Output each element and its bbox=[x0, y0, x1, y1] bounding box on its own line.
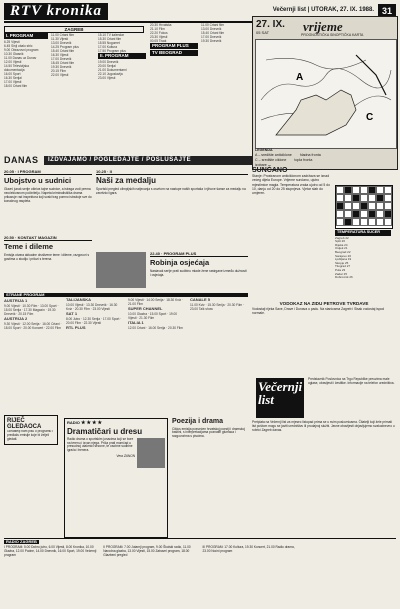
danas-band bbox=[4, 155, 249, 166]
crossword-grid bbox=[335, 185, 393, 229]
weather-time: 05 SAT bbox=[256, 30, 270, 35]
article-title: Teme i dileme bbox=[4, 242, 54, 251]
rating-stars: ★★★★ bbox=[81, 420, 103, 426]
article-teme: 20.50 · KONTAKT MAGAZIN Teme i dileme Emisija otvara aktualne društvene teme i dileme, razgovori s gostima u studiju i prilozi s terena. bbox=[4, 236, 92, 288]
radio-zagreb-header: RADIO ZAGREB bbox=[6, 539, 37, 544]
cold-front bbox=[356, 55, 386, 95]
poetry-title: Poezija i drama bbox=[172, 418, 223, 425]
temperature-header: TEMPERATURA SUCER bbox=[335, 230, 391, 236]
radio-zagreb-schedule: RADIO ZAGREB I PROGRAM: 5.00 Dobro jutro, 6.00 Vijesti, 8.00 Kronika, 10.00 Glazba, 12.00 Podne, 14.00 Dnevnik, 16.00 Sport, 19.00 Večernji program II PROGRAM: 7.00 Jutarnji program, 9.00 Školski radio, 11.00 Narodna glazba, 13.00 Vijesti, 15.00 Zabavni program, 18.00 Glazbeni pregled III PROGRAM: 17.00 Kultura, 19.30 Koncert, 21.00 Radio drama, 23.00 Noćni program bbox=[4, 538, 396, 607]
zagreb-header: ZAGREB bbox=[4, 26, 144, 33]
vecernji-notice: Predstavnik Poslovnica na Trgu Republike preuzima male oglase, obavijesti i čestitke. Informacije na telefon uredništva. bbox=[308, 377, 395, 385]
weather-legend: LEGENDA A – središte anticiklone hladna fronta C – središte ciklone topla fronta izobare bbox=[255, 148, 321, 167]
coastline bbox=[276, 90, 356, 135]
article-photo bbox=[96, 252, 146, 288]
rtv-kronika-logo: RTV kronika bbox=[4, 3, 108, 20]
anticyclone-marker: A bbox=[296, 72, 304, 83]
program-lines-a: 6.25 Vijesti 6.45 Sinji obalo stric 9.00 Obrazovni program 10.30 Glasnik 11.00 Danas uz Dunav 12.00 Vijesti 14.50 Televizijska dokumentacija 16.00 Sport 16.30 Serijal 17.00 Vijesti 18.00 Crtani film bbox=[4, 40, 39, 88]
radio-label: RADIO bbox=[67, 420, 80, 425]
tv-beograd-label: TV BEOGRAD bbox=[150, 50, 198, 56]
weather-box bbox=[252, 16, 398, 170]
poetry-feature: Poezija i drama Ciklus emisija posvećen hrvatskoj poeziji i dramskoj baštini, s interpretacijama poznatih glumaca i razgovorima s piscima. bbox=[172, 418, 248, 439]
river-levels-title: VODOKAZ NA ZIDU PETROVE TVRDAVE bbox=[279, 301, 369, 306]
forecast-title: SUNČANO bbox=[252, 167, 288, 174]
weather-title: vrijeme bbox=[303, 19, 343, 34]
weather-date: 27. IX. bbox=[256, 19, 285, 30]
reader-letters-title: RIJEČ GLEDAOCA bbox=[7, 418, 42, 430]
program-lines-c: 15.10 TV kalendar 15.30 Crtani film 15.55 Nogomet 17.00 Kultura 17.50 Program plus bbox=[98, 33, 126, 53]
radio-photo bbox=[137, 438, 165, 468]
forecast-text: SUNČANO Stanje: Prostranom anticiklonom zadržava se iznad većeg dijela Europe. Vrijeme sunčano, ujutro mjestimice magla. Temperatura zraka ujutro od 5 do 10, danju od 20 do 25 stupnjeva. Vjetar slab do umjeren. bbox=[252, 167, 330, 196]
program-column-3: 15.10 TV kalendar 15.30 Crtani film 15.55 Nogomet 17.00 Kultura 17.50 Program plus II. PROGRAM 19.00 Dnevnik 20.00 Serijal 21.00 Dokumentarni 22.10 Jugoslavija 23.00 Vijesti bbox=[98, 33, 146, 151]
article-robinja: 22.40 · PROGRAM PLUS Robinja osjećaja Nastavak serije prati sudbinu mlade žene rastrgane između dužnosti i osjećaja. bbox=[150, 252, 247, 277]
program-lines-b: 11.00 Crtani film 11.30 Vijesti 13.00 Dnevnik 14.25 Program plus 15.40 Crtani film 16.30 Vijesti 17.00 Dnevnik 18.45 Crtani film 19.30 Dnevnik 20.15 Film 22.00 Vijesti bbox=[51, 33, 79, 77]
program-column-5: 11.00 Crtani film 13.00 Dnevnik 15.40 Crtani film 17.00 Dnevnik 19.30 Dnevnik bbox=[201, 23, 225, 43]
page-number: 31 bbox=[378, 4, 396, 18]
foreign-header: STRANE PROGRAM bbox=[4, 293, 248, 297]
cyclone-marker: C bbox=[366, 112, 374, 123]
issue-year: 1988. bbox=[358, 7, 374, 13]
issue-date: UTORAK, 27. IX. bbox=[311, 7, 358, 13]
danas-label: DANAS bbox=[4, 155, 39, 165]
isobar-line bbox=[261, 69, 391, 100]
subscription-notice: Pretplata na Večernji list za mjesec listopad prima se u svim poslovnicama. Čitatelji koji žele primati list poštom mogu se javiti uredništvu ili prodajnoj službi. Javne obavijesti objavljujemo svakodnevno u rubrici Zagreb danas. bbox=[252, 420, 395, 432]
radio-feature-title: Dramatičari u dresu bbox=[67, 426, 143, 436]
weather-map bbox=[255, 39, 397, 149]
article-nasi: 10.25 · II Naši za medalju Sportski pregled olimpijskih natjecanja s osvrtom na nastupe naših sportaša i njihove šanse za medalju na završnici igara. bbox=[96, 170, 248, 250]
foreign-programs: STRANE PROGRAM AUSTRIJA 1 9.00 Vijesti · 10.30 Film · 13.00 Sport · 15.00 Serija · 17.30 Magazin · 19.30 Dnevnik · 20.15 Film AUSTRIJA 2 9.30 Vijesti · 12.00 Serija · 16.00 Crtani · 18.00 Sport · 20.00 Koncert · 22.00 Film TALIJANSKA 10.00 Vijesti · 13.30 Dnevnik · 16.30 Kviz · 20.30 Film · 23.00 Vijesti SAT 1 8.00 Jutro · 12.30 Serija · 17.00 Sport · 20.00 Film · 22.30 Vijesti RTL PLUS 9.00 Vijesti · 14.00 Serija · 18.30 Kviz · 21.00 Film SUPER CHANNEL 10.00 Glazba · 15.00 Sport · 19.00 Vijesti · 21.30 Film ITALIA 1 12.00 Crtani · 16.00 Serija · 20.30 Film CANALE 5 11.00 Kviz · 15.30 Serija · 20.30 Film · 23.00 Talk show bbox=[4, 292, 248, 412]
radio-feature: RADIO ★★★★ Dramatičari u dresu Radio drama o sportskim junacima koji se bore na terenu i izvan njega. Priča prati momčad u presudnoj utakmici sezone, te osobne sudbine igrača i trenera. Vera ZANON bbox=[64, 418, 168, 538]
reader-letters: RIJEČ GLEDAOCA Gledatelji nam pišu o programu i predlažu emisije koje bi željeli gledati. bbox=[4, 415, 58, 445]
masthead-info: Večernji list | UTORAK, 27. IX. 1988. bbox=[272, 7, 374, 13]
article-title: Naši za medalju bbox=[96, 176, 157, 185]
program2-label: II. PROGRAM bbox=[98, 53, 146, 59]
program-column-2 bbox=[51, 33, 95, 151]
program1-label: I. PROGRAM bbox=[4, 33, 48, 39]
article-title: Ubojstvo u sudnici bbox=[4, 176, 72, 185]
paper-name: Večernji list bbox=[272, 7, 307, 13]
temperature-table: TEMPERATURA SUCER Zagreb 22 Split 26 Rijeka 24 Osijek 21 Beograd 22 Sarajevo 20 Ljubljana 19 Skopje 25 Titograd 27 Pula 23 Zadar 25 Dubrovnik 26 bbox=[335, 230, 391, 300]
program-column-4: 20.30 Hrvatska 21.10 Film 22.20 Fokus 23.30 Vijesti 00.05 Tisak PROGRAM PLUS TV BEOGRAD bbox=[150, 23, 198, 151]
signature: Vera ZANON bbox=[116, 453, 135, 458]
highlights-bar: IZDVAJAMO / POGLEDAJTE / POSLUŠAJTE bbox=[44, 156, 253, 165]
article-ubojstvo: 20.05 · I PROGRAM Ubojstvo u sudnici Glavni junak serije otkriva tajne sudnice, a istraga vodi prema neočekivanom počinitelju. Napeta kriminalistička drama prikazuje rad inspektora koji svaki trag pomno istražuje sve do konačnog raspleta. bbox=[4, 170, 92, 203]
isobar-line bbox=[266, 58, 366, 69]
program-plus-label: PROGRAM PLUS bbox=[150, 43, 198, 49]
vecernji-list-logo: Večernji list bbox=[256, 378, 304, 418]
weather-desc: PROGNOSTIČKA SINOPTIČKA KARTA bbox=[301, 33, 364, 37]
program-column-1 bbox=[4, 33, 48, 151]
article-title: Robinja osjećaja bbox=[150, 258, 210, 267]
river-levels: VODOKAZ NA ZIDU PETROVE TVRDAVE Vodostaji rijeka Save, Drave i Dunava u padu. Na stanicama Zagreb i Sisak vodostaj ispod normale. bbox=[252, 302, 396, 315]
